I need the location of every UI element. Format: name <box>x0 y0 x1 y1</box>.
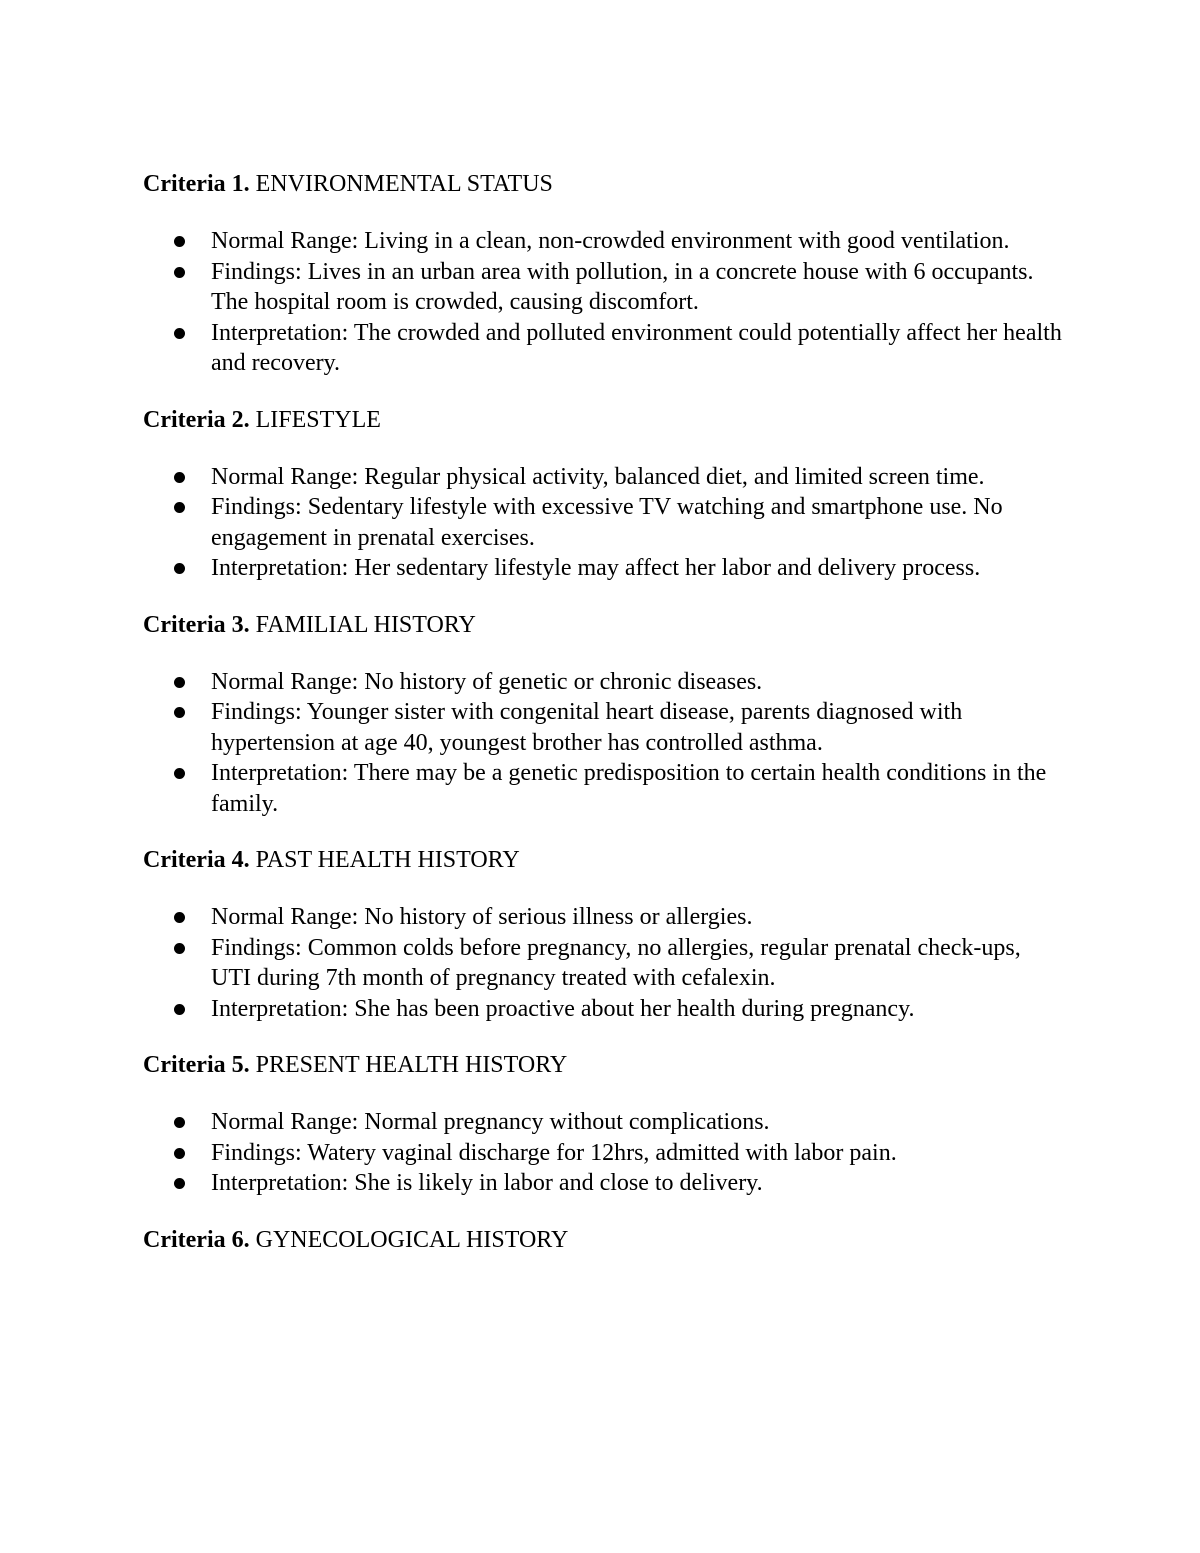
criteria-section-4 <box>143 844 1063 1024</box>
bullet-icon <box>174 267 185 278</box>
bullet-icon <box>174 1148 185 1159</box>
bullet-icon <box>174 328 185 339</box>
list-item-text: Interpretation: Her sedentary lifestyle may affect her labor and delivery process. <box>211 555 981 581</box>
criteria-section-1 <box>143 168 1063 379</box>
list-item <box>143 697 1063 758</box>
bullet-list <box>143 667 1063 820</box>
criteria-section-3 <box>143 609 1063 820</box>
section-label: Criteria 4. <box>143 847 250 873</box>
bullet-icon <box>174 1004 185 1015</box>
list-item-text: Findings: Watery vaginal discharge for 12hrs, admitted with labor pain. <box>211 1139 897 1166</box>
list-item-text: Normal Range: No history of genetic or chronic diseases. <box>211 668 763 695</box>
section-heading <box>143 844 1063 876</box>
criteria-section-2 <box>143 404 1063 584</box>
bullet-icon <box>174 563 185 574</box>
list-item <box>143 1107 1063 1138</box>
section-label: Criteria 1. <box>143 171 250 197</box>
list-item-text: Normal Range: Regular physical activity, balanced diet, and limited screen time. <box>211 463 985 490</box>
section-title: ENVIRONMENTAL STATUS <box>255 171 553 197</box>
bullet-icon <box>174 1117 185 1128</box>
list-item-text: Findings: Lives in an urban area with pollution, in a concrete house with 6 occupants. The hospital room is crowded, causing discomfort. <box>211 258 1034 315</box>
list-item <box>143 1138 1063 1169</box>
bullet-list <box>143 462 1063 584</box>
list-item-text: Interpretation: The crowded and polluted environment could potentially affect her health and recovery. <box>211 319 1062 376</box>
section-heading <box>143 168 1063 200</box>
document-page <box>143 168 1063 1282</box>
section-label: Criteria 3. <box>143 611 250 638</box>
list-item-text: Interpretation: There may be a genetic predisposition to certain health conditions in the family. <box>211 760 1047 817</box>
section-title: GYNECOLOGICAL HISTORY <box>255 1226 569 1253</box>
list-item-text: Normal Range: Living in a clean, non-crowded environment with good ventilation. <box>211 228 1010 254</box>
section-label: Criteria 2. <box>143 406 250 433</box>
list-item-text: Interpretation: She has been proactive about her health during pregnancy. <box>211 995 915 1022</box>
list-item <box>143 226 1063 257</box>
bullet-list <box>143 902 1063 1024</box>
bullet-icon <box>174 943 185 954</box>
list-item-text: Findings: Sedentary lifestyle with excessive TV watching and smartphone use. No engagement in prenatal exercises. <box>211 494 1003 551</box>
section-title: LIFESTYLE <box>255 406 381 433</box>
list-item <box>143 1168 1063 1199</box>
list-item <box>143 758 1063 819</box>
bullet-icon <box>174 707 185 718</box>
list-item <box>143 257 1063 318</box>
list-item-text: Interpretation: She is likely in labor and close to delivery. <box>211 1170 763 1196</box>
bullet-icon <box>174 768 185 779</box>
list-item <box>143 933 1063 994</box>
bullet-icon <box>174 1178 185 1189</box>
bullet-icon <box>174 912 185 923</box>
section-heading <box>143 609 1063 641</box>
section-title: PAST HEALTH HISTORY <box>255 847 520 873</box>
list-item <box>143 318 1063 379</box>
list-item <box>143 667 1063 698</box>
bullet-icon <box>174 236 185 247</box>
list-item <box>143 902 1063 933</box>
list-item <box>143 553 1063 584</box>
section-heading <box>143 1049 1063 1081</box>
section-title: PRESENT HEALTH HISTORY <box>255 1052 568 1078</box>
bullet-list <box>143 226 1063 379</box>
list-item-text: Normal Range: Normal pregnancy without complications. <box>211 1109 770 1135</box>
bullet-list <box>143 1107 1063 1199</box>
section-title: FAMILIAL HISTORY <box>255 611 476 638</box>
list-item <box>143 462 1063 493</box>
section-label: Criteria 6. <box>143 1226 250 1253</box>
criteria-section-5 <box>143 1049 1063 1199</box>
bullet-icon <box>174 472 185 483</box>
list-item <box>143 492 1063 553</box>
bullet-icon <box>174 677 185 688</box>
section-label: Criteria 5. <box>143 1052 250 1078</box>
bullet-icon <box>174 502 185 513</box>
criteria-section-6 <box>143 1224 1063 1256</box>
list-item-text: Findings: Common colds before pregnancy, no allergies, regular prenatal check-ups, UTI during 7th month of pregnancy treated with cefalexin. <box>211 934 1021 991</box>
list-item-text: Normal Range: No history of serious illness or allergies. <box>211 904 753 930</box>
list-item <box>143 994 1063 1025</box>
list-item-text: Findings: Younger sister with congenital heart disease, parents diagnosed with hypertension at age 40, youngest brother has controlled asthma. <box>211 699 963 756</box>
section-heading <box>143 1224 1063 1256</box>
section-heading <box>143 404 1063 436</box>
